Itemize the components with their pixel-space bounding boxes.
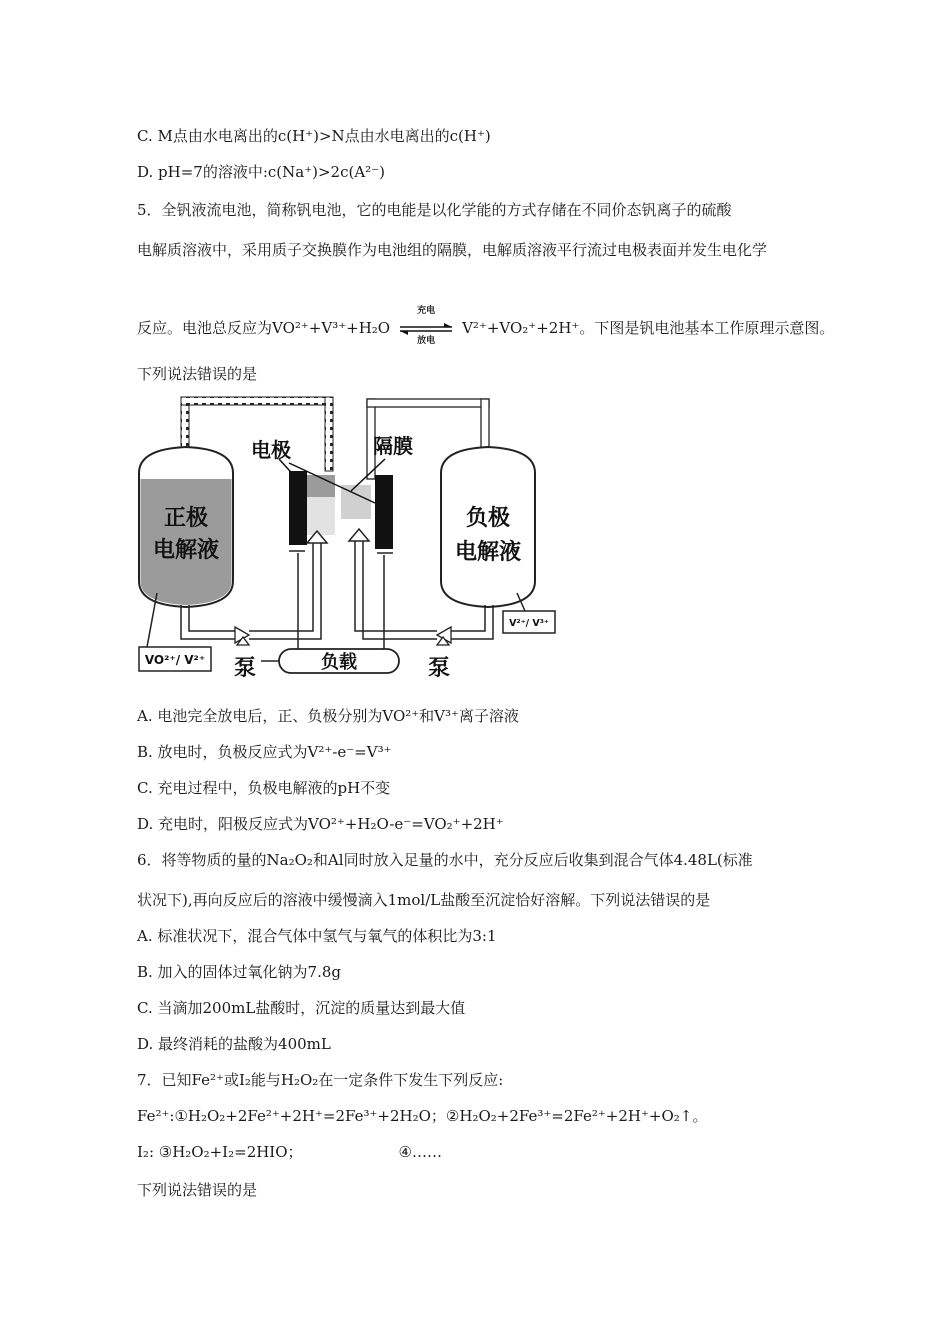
reaction-right-side: V²⁺+VO₂⁺+2H⁺。下图是钒电池基本工作原理示意图。 xyxy=(462,319,835,337)
external-load-circuit xyxy=(261,553,399,673)
question-5-stem-line-3 xyxy=(137,306,835,346)
question-5-stem-line-1: 5．全钒液流电池，简称钒电池，它的电能是以化学能的方式存储在不同价态钒离子的硫酸 xyxy=(137,201,732,219)
positive-tank-label-1: 正极 xyxy=(163,506,209,531)
negative-tank-label-1: 负极 xyxy=(465,506,511,531)
positive-species-label: VO²⁺/ V²⁺ xyxy=(144,653,206,667)
question-4-option-d: D. pH=7的溶液中:c(Na⁺)>2c(A²⁻) xyxy=(137,163,385,181)
membrane-label: 隔膜 xyxy=(373,434,413,458)
electrode-label: 电极 xyxy=(251,438,291,462)
pump-label-left: 泵 xyxy=(233,656,257,681)
question-5-option-c: C. 充电过程中，负极电解液的pH不变 xyxy=(137,779,391,797)
question-6-option-d: D. 最终消耗的盐酸为400mL xyxy=(137,1035,331,1053)
pump-label-right: 泵 xyxy=(427,656,451,681)
positive-electrode xyxy=(289,471,307,545)
question-7-reactions-i2 xyxy=(137,1142,442,1162)
negative-electrode xyxy=(375,475,393,549)
positive-tank-label-2: 电解液 xyxy=(152,538,220,563)
negative-electrolyte-tank xyxy=(441,447,535,607)
question-6-option-a: A. 标准状况下，混合气体中氢气与氧气的体积比为3:1 xyxy=(137,927,497,945)
question-6-option-b: B. 加入的固体过氧化钠为7.8g xyxy=(137,963,342,981)
question-7-prompt: 下列说法错误的是 xyxy=(137,1181,258,1199)
question-7-reactions-fe: Fe²⁺:①H₂O₂+2Fe²⁺+2H⁺=2Fe³⁺+2H₂O；②H₂O₂+2Fe³⁺=2Fe²⁺+2H⁺+O₂↑。 xyxy=(137,1107,708,1125)
question-6-option-c: C. 当滴加200mL盐酸时，沉淀的质量达到最大值 xyxy=(137,999,466,1017)
question-5-prompt: 下列说法错误的是 xyxy=(137,365,258,383)
question-6-stem-line-1: 6．将等物质的量的Na₂O₂和Al同时放入足量的水中，充分反应后收集到混合气体4.48L(标准 xyxy=(137,851,753,869)
question-6-stem-line-2: 状况下),再向反应后的溶液中缓慢滴入1mol/L盐酸至沉淀恰好溶解。下列说法错误的是 xyxy=(137,891,711,909)
load-label: 负载 xyxy=(321,652,357,673)
question-4-option-c: C. M点由水电离出的c(H⁺)>N点由水电离出的c(H⁺) xyxy=(137,127,491,145)
reversible-arrow xyxy=(398,306,454,346)
question-7-stem-line-1: 7．已知Fe²⁺或I₂能与H₂O₂在一定条件下发生下列反应: xyxy=(137,1071,504,1089)
negative-tank-label-2: 电解液 xyxy=(454,540,522,565)
negative-species-label: V²⁺/ V³⁺ xyxy=(509,618,549,629)
question-5-option-d: D. 充电时，阳极反应式为VO²⁺+H₂O-e⁻=VO₂⁺+2H⁺ xyxy=(137,815,504,833)
question-5-option-a: A. 电池完全放电后，正、负极分别为VO²⁺和V³⁺离子溶液 xyxy=(137,707,519,725)
reaction-4-ellipsis: ④…… xyxy=(398,1143,442,1161)
question-5-stem-line-2: 电解质溶液中，采用质子交换膜作为电池组的隔膜，电解质溶液平行流过电极表面并发生电化学 xyxy=(137,241,768,259)
reaction-left-side: 反应。电池总反应为VO²⁺+V³⁺+H₂O xyxy=(137,319,391,337)
question-5-option-b: B. 放电时，负极反应式为V²⁺-e⁻=V³⁺ xyxy=(137,743,392,761)
arrow-label-discharge: 放电 xyxy=(417,336,436,346)
reaction-3: I₂: ③H₂O₂+I₂=2HIO； xyxy=(137,1143,303,1161)
arrow-label-charge: 充电 xyxy=(417,306,436,316)
positive-electrolyte-tank xyxy=(139,447,233,607)
vanadium-battery-diagram xyxy=(137,393,567,685)
